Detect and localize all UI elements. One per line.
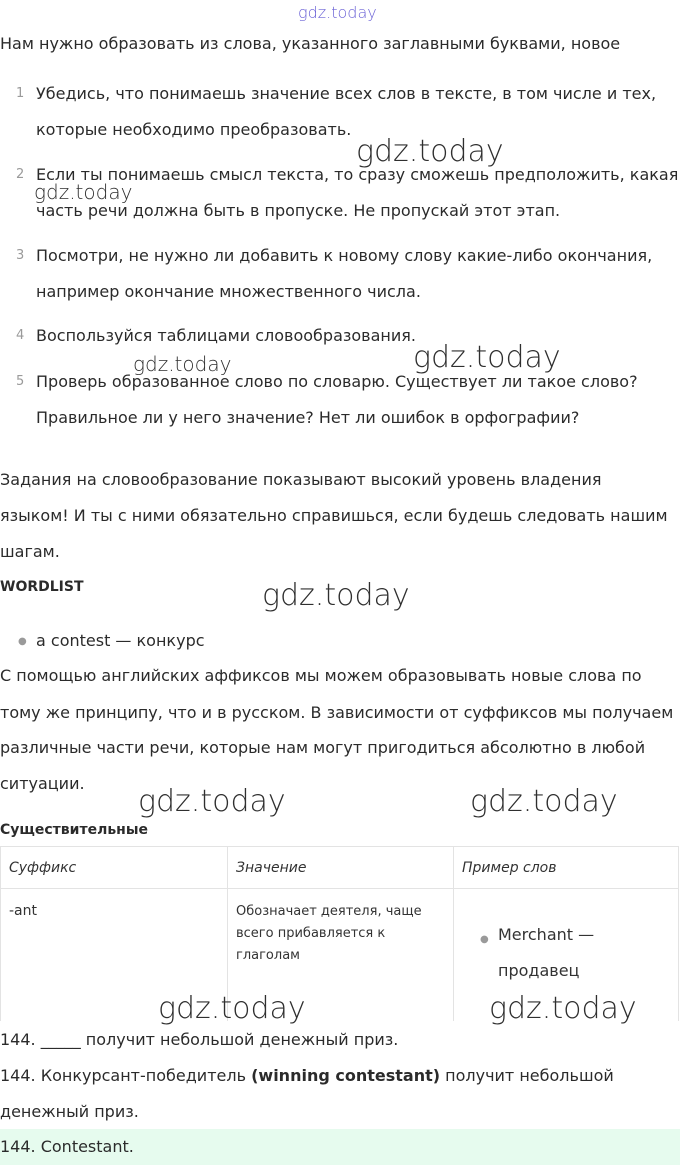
answer-text: 144. Contestant. [0, 1137, 134, 1156]
meaning-line: Обозначает деятеля, чаще [236, 904, 422, 919]
watermark: gdz.today [158, 991, 306, 1026]
paragraph-line: языком! И ты с ними обязательно справишься, если будешь следовать нашим [0, 506, 668, 525]
watermark: gdz.today [133, 352, 232, 376]
nouns-heading: Существительные [0, 822, 148, 838]
answer-bar [0, 1129, 680, 1165]
step-number: 1 [16, 86, 25, 101]
step-text: Посмотри, не нужно ли добавить к новому слову какие-либо окончания, [36, 246, 653, 265]
task-number: 144. _____ [0, 1030, 81, 1049]
step-text: Убедись, что понимаешь значение всех слов в тексте, в том числе и тех, [36, 84, 657, 103]
watermark: gdz.today [34, 180, 133, 204]
table-header-cell [453, 846, 679, 889]
translation-line: денежный приз. [0, 1102, 139, 1121]
watermark: gdz.today [413, 340, 561, 375]
suffix-value: -ant [9, 903, 37, 919]
paragraph-line: тому же принципу, что и в русском. В зависимости от суффиксов мы получаем [0, 703, 674, 722]
table-header-cell [227, 846, 454, 889]
header-suffix: Суффикс [9, 860, 77, 876]
step-text: часть речи должна быть в пропуске. Не пропускай этот этап. [36, 201, 561, 220]
translation-end: получит небольшой [440, 1066, 614, 1085]
translation-line [0, 1066, 614, 1086]
translation-bold: (winning contestant) [251, 1066, 441, 1085]
paragraph-line: шагам. [0, 542, 60, 561]
meaning-line: всего прибавляется к [236, 926, 386, 941]
wordlist-heading: WORDLIST [0, 579, 84, 595]
step-text: Воспользуйся таблицами словообразования. [36, 326, 416, 345]
watermark: gdz.today [138, 784, 286, 819]
task-text [0, 1030, 398, 1050]
translation-start: 144. Конкурсант-победитель [0, 1066, 252, 1085]
step-text: например окончание множественного числа. [36, 282, 421, 301]
step-number: 2 [16, 167, 25, 182]
paragraph-line: ситуации. [0, 774, 85, 793]
header-examples: Пример слов [462, 860, 557, 876]
step-number: 3 [16, 248, 25, 263]
watermark: gdz.today [489, 991, 637, 1026]
watermark: gdz.today [262, 578, 410, 613]
header-meaning: Значение [236, 860, 307, 876]
watermark: gdz.today [356, 134, 504, 169]
paragraph-line: различные части речи, которые нам могут пригодиться абсолютно в любой [0, 738, 646, 757]
step-number: 4 [16, 328, 25, 343]
table-header-cell [0, 846, 228, 889]
wordlist-item: a contest — конкурс [36, 631, 205, 650]
watermark-top: gdz.today [298, 3, 377, 22]
intro-text: Нам нужно образовать из слова, указанного заглавными буквами, новое [0, 34, 621, 53]
step-number: 5 [16, 374, 25, 389]
bullet-icon: ● [480, 934, 489, 945]
watermark: gdz.today [470, 784, 618, 819]
step-text: Если ты понимаешь смысл текста, то сразу сможешь предположить, какая [36, 165, 679, 184]
paragraph-line: С помощью английских аффиксов мы можем образовывать новые слова по [0, 666, 642, 685]
example-line: продавец [498, 961, 580, 980]
paragraph-line: Задания на словообразование показывают высокий уровень владения [0, 470, 602, 489]
example-line: Merchant — [498, 925, 595, 944]
bullet-icon: ● [18, 636, 27, 647]
step-text: Правильное ли у него значение? Нет ли ошибок в орфографии? [36, 408, 580, 427]
meaning-line: глаголам [236, 948, 300, 963]
step-text: Проверь образованное слово по словарю. Существует ли такое слово? [36, 372, 638, 391]
step-text: которые необходимо преобразовать. [36, 120, 352, 139]
task-sentence: получит небольшой денежный приз. [80, 1030, 399, 1049]
